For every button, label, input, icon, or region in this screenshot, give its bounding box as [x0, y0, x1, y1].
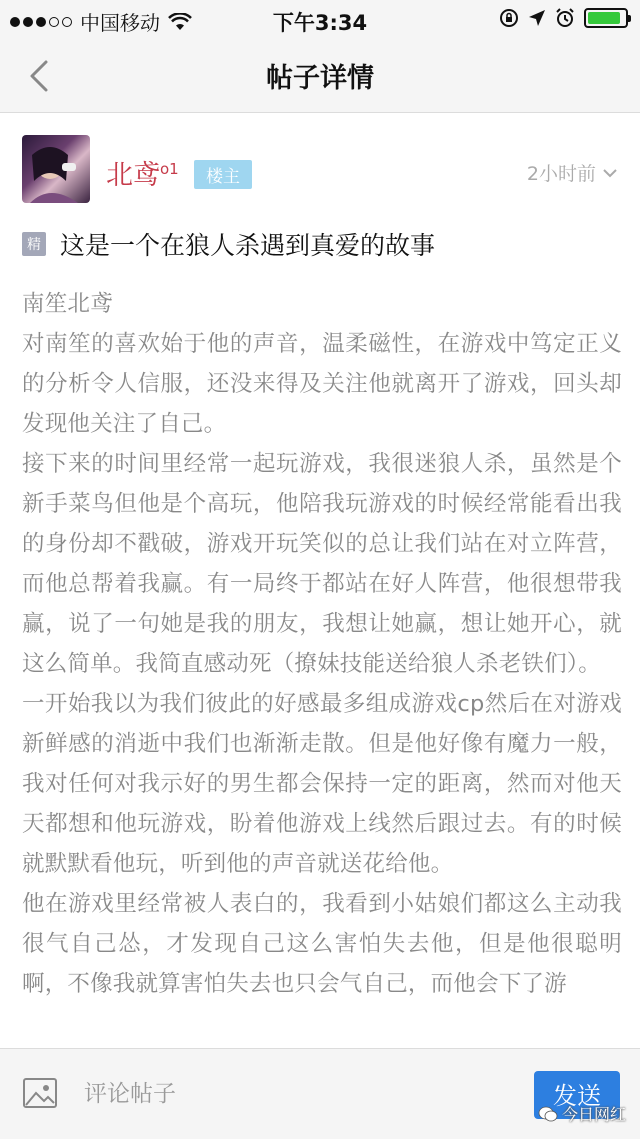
battery-icon: [584, 8, 628, 28]
post-time-text: 2小时前: [526, 163, 596, 185]
post-body: [22, 284, 622, 1046]
alarm-icon: [555, 8, 575, 28]
nav-bar: [0, 40, 640, 113]
image-button[interactable]: [22, 1075, 58, 1111]
post-paragraph: 接下来的时间里经常一起玩游戏，我很迷狼人杀，虽然是个新手菜鸟但他是个高玩，他陪我玩游戏的时候经常能看出我的身份却不戳破，游戏开玩笑似的总让我们站在对立阵营，而他总帮着我赢。有一局终于都站在好人阵营，他很想带我赢，说了一句她是我的朋友，我想让她赢，想让她开心，就这么简单。我简直感动死（撩妹技能送给狼人杀老铁们）。: [22, 451, 622, 677]
post-paragraph: 他在游戏里经常被人表白的，我看到小姑娘们都这么主动我很气自己怂，才发现自己这么害怕失去他，但是他很聪明啊，不像我就算害怕失去也只会气自己，而他会下了游: [22, 891, 622, 997]
watermark-text: 今日网红: [561, 1105, 626, 1124]
author-name-text: 北鸢: [106, 160, 160, 191]
post-title-row: [22, 224, 618, 264]
avatar[interactable]: [22, 135, 90, 203]
post-paragraph: 南笙北鸢: [22, 291, 113, 317]
post-time[interactable]: [527, 159, 618, 186]
author-level: o1: [160, 160, 179, 178]
wechat-icon: [538, 1106, 558, 1122]
host-badge: 楼主: [194, 160, 252, 189]
status-bar: [0, 0, 640, 40]
rotation-lock-icon: [499, 8, 519, 28]
comment-input[interactable]: [82, 1071, 506, 1117]
post-paragraph: 一开始我以为我们彼此的好感最多组成游戏cp然后在对游戏新鲜感的消逝中我们也渐渐走散。但是他好像有魔力一般，我对任何对我示好的男生都会保持一定的距离，然而对他天天都想和他玩游戏，盼着他游戏上线然后跟过去。有的时候就默默看他玩，听到他的声音就送花给他。: [22, 691, 622, 877]
location-icon: [528, 9, 546, 27]
author-name[interactable]: [106, 153, 179, 192]
watermark: [538, 1102, 626, 1125]
page-title: 帖子详情: [266, 63, 374, 94]
carrier-label: 中国移动: [80, 11, 160, 35]
battery-fill: [588, 12, 620, 24]
post-header: [0, 113, 640, 218]
image-icon: [22, 1075, 58, 1111]
send-button[interactable]: 发送: [534, 1071, 620, 1119]
chevron-down-icon: [602, 168, 618, 178]
post-paragraph: 对南笙的喜欢始于他的声音，温柔磁性，在游戏中笃定正义的分析令人信服，还没来得及关注他就离开了游戏，回头却发现他关注了自己。: [22, 331, 622, 437]
avatar-image: [22, 135, 90, 203]
status-right: [499, 8, 628, 28]
status-time: 下午3:34: [272, 11, 368, 35]
post-title: 这是一个在狼人杀遇到真爱的故事: [60, 231, 436, 260]
essence-tag: 精: [22, 232, 46, 256]
comment-bar: [0, 1048, 640, 1139]
